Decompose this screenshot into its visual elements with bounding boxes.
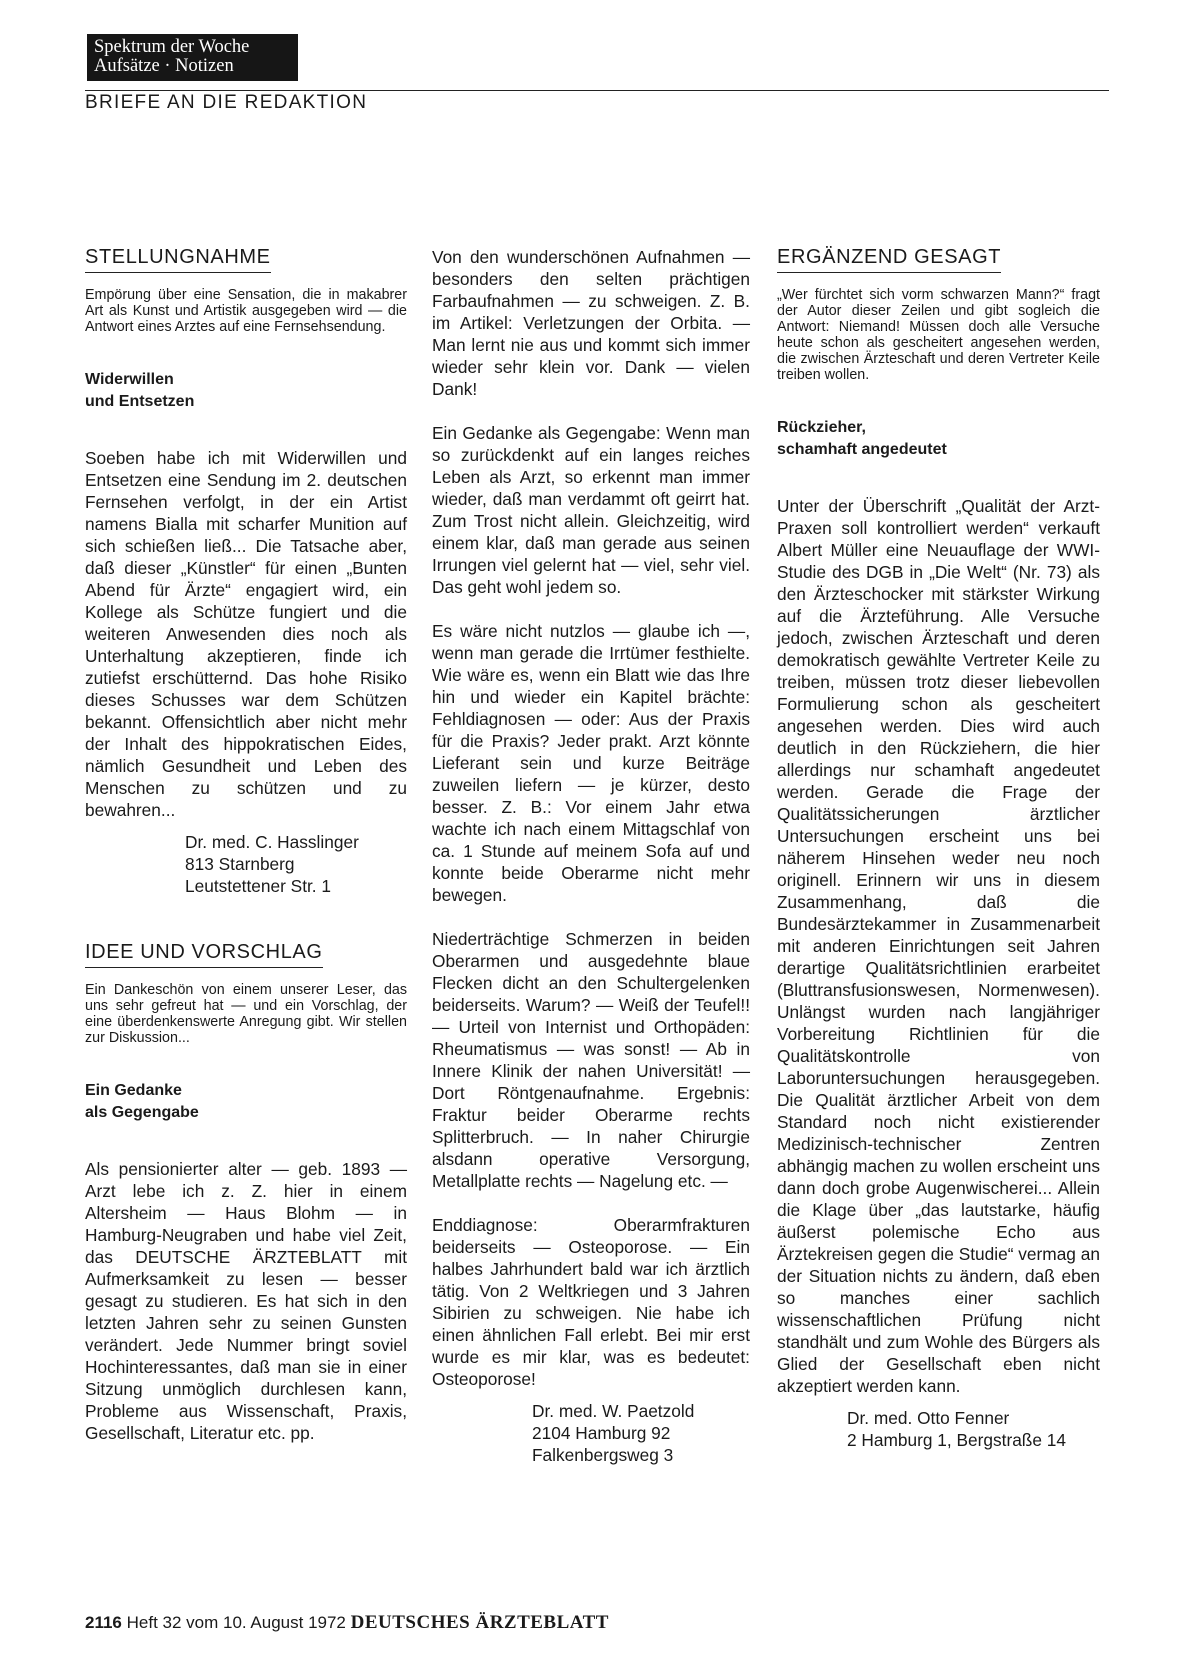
section-tag-line2: Aufsätze · Notizen xyxy=(94,56,234,76)
letter-body-hasslinger: Soeben habe ich mit Widerwillen und Entsetzen eine Sendung im 2. deutschen Fernsehen verfolgt, in der ein Artist namens Bialla mit scharfer Munition auf sich schießen ließ... Die Tatsache aber, daß dieser „Künstler“ für einen „Bunten Abend für Ärzte“ engagiert wird, ein Kollege als Schütze fungiert und die weiteren Anwesenden dies noch als Unterhaltung akzeptieren, finde ich zutiefst erschütternd. Das hohe Risiko dieses Schusses war dem Schützen bekannt. Offensichtlich aber nicht mehr der Inhalt des hippokratischen Eides, nämlich Gesundheit und Leben des Menschen zu schützen und zu bewahren... xyxy=(85,448,407,820)
paragraph: Enddiagnose: Oberarmfrakturen beiderseits — Osteoporose. — Ein halbes Jahrhundert bald war ich ärztlich tätig. Von 2 Weltkriegen und 3 Jahren Sibirien zu schweigen. Nie habe ich einen ähnlichen Fall erlebt. Bei mir erst wurde es mir klar, was es bedeutet: Osteoporose! xyxy=(432,1215,750,1389)
signature-name: Dr. med. C. Hasslinger xyxy=(185,832,359,852)
column-2 xyxy=(432,246,750,1466)
lead-ergaenzend: „Wer fürchtet sich vorm schwarzen Mann?“ fragt der Autor dieser Zeilen und gibt sogleich die Antwort: Niemand! Müssen doch alle Versuche heute schon als gescheitert angesehen werden, die zwischen Ärzteschaft und deren Vertreter Keile treiben wollen. xyxy=(777,287,1100,383)
column-3 xyxy=(777,246,1100,1451)
subtitle-line: als Gegengabe xyxy=(85,1104,199,1121)
subtitle-line: Rückzieher, xyxy=(777,419,866,436)
lead-stellungnahme: Empörung über eine Sensation, die in makabrer Art als Kunst und Artistik ausgegeben wird — die Antwort eines Arztes auf eine Fernsehsendung. xyxy=(85,287,407,335)
page-heading: BRIEFE AN DIE REDAKTION xyxy=(85,92,368,113)
section-title-ergaenzend: ERGÄNZEND GESAGT xyxy=(777,246,1001,273)
signature-name: Dr. med. W. Paetzold xyxy=(532,1401,695,1421)
subtitle-line: und Entsetzen xyxy=(85,393,195,410)
page-number: 2116 xyxy=(85,1613,122,1632)
signature-name: Dr. med. Otto Fenner xyxy=(847,1408,1010,1428)
signature-paetzold xyxy=(532,1400,750,1466)
journal-name: DEUTSCHES ÄRZTEBLATT xyxy=(350,1612,609,1633)
column-1 xyxy=(85,246,407,1444)
paragraph: Niederträchtige Schmerzen in beiden Oberarmen und ausgedehnte blaue Flecken dicht an den Schultergelenken beiderseits. Warum? — Weiß der Teufel!! — Urteil von Internist und Orthopäden: Rheumatismus — was sonst! — Ab in Innere Klinik der nahen Universität! — Dort Röntgenaufnahme. Ergebnis: Fraktur beider Oberarme rechts Splitterbruch. — In naher Chirurgie alsdann operative Versorgung, Metallplatte rechts — Nagelung etc. — xyxy=(432,929,750,1191)
subtitle-line: schamhaft angedeutet xyxy=(777,441,947,458)
section-title-idee: IDEE UND VORSCHLAG xyxy=(85,941,323,968)
subtitle-line: Ein Gedanke xyxy=(85,1082,182,1099)
top-rule xyxy=(85,90,1109,91)
signature-street: Falkenbergsweg 3 xyxy=(532,1445,674,1465)
signature-hasslinger xyxy=(185,831,407,897)
signature-city: 813 Starnberg xyxy=(185,854,295,874)
paragraph: Ein Gedanke als Gegengabe: Wenn man so zurückdenkt auf ein langes reiches Leben als Arzt, so erkennt man immer wieder, daß man verdammt oft geirrt hat. Zum Trost nicht allein. Gleichzeitig, wird einem klar, daß man gerade aus seinen Irrungen viel gelernt hat — viel, sehr viel. Das geht wohl jedem so. xyxy=(432,423,750,597)
section-title-stellungnahme: STELLUNGNAHME xyxy=(85,246,271,273)
subtitle-widerwillen xyxy=(85,369,407,413)
signature-address: 2 Hamburg 1, Bergstraße 14 xyxy=(847,1430,1067,1450)
letter-body-paetzold-start: Als pensionierter alter — geb. 1893 — Arzt lebe ich z. Z. hier in einem Altersheim — Haus Blohm — in Hamburg-Neugraben und habe viel Zeit, das DEUTSCHE ÄRZTEBLATT mit Aufmerksamkeit zu lesen — besser gesagt zu studieren. Es hat sich in den letzten Jahren sehr zu seinen Gunsten verändert. Jede Nummer bringt soviel Hochinteressantes, daß man sie in einer Sitzung unmöglich durchlesen kann, Probleme aus Wissenschaft, Praxis, Gesellschaft, Literatur etc. pp. xyxy=(85,1159,407,1443)
letter-body-fenner: Unter der Überschrift „Qualität der Arzt-Praxen soll kontrolliert werden“ verkauft Albert Müller eine Neuauflage der WWI-Studie des DGB in „Die Welt“ (Nr. 73) als den Ärzteschocker mit stärkster Wirkung auf die Ärzteführung. Alle Versuche jedoch, zwischen Ärzteschaft und deren demokratisch gewählte Vertreter Keile zu treiben, müssen trotz dieser liebevollen Formulierung schon als gescheitert angesehen werden. Dies wird auch deutlich in den Rückziehern, die hier allerdings nur schamhaft angedeutet werden. Gerade die Frage der Qualitätssicherungen ärztlicher Untersuchungen erscheint uns bei näherem Hinsehen weder neu noch originell. Erinnern wir uns in diesem Zusammenhang, daß die Bundesärztekammer in Zusammenarbeit mit anderen Einrichtungen seit Jahren derartige Qualitätsrichtlinien erarbeitet (Bluttransfusionswesen, Normenwesen). Unlängst wurden nach langjähriger Vorbereitung Richtlinien für die Qualitätskontrolle von Laboruntersuchungen herausgegeben. Die Qualität ärztlicher Arbeit von dem Standard noch nicht existierender Medizinisch-technischer Zentren abhängig machen zu wollen erscheint uns dann doch grobe Augenwischerei... Allein die Klage über „das lautstarke, häufig äußerst polemische Echo aus Ärztekreisen gegen die Studie“ vermag an der Situation nichts zu ändern, daß eben so manches einer sachlich wissenschaftlichen Prüfung nicht standhält und zum Wohle des Bürgers als Glied der Gesellschaft eben nicht akzeptiert werden kann. xyxy=(777,496,1100,1396)
page-footer xyxy=(85,1612,609,1634)
signature-fenner xyxy=(847,1407,1100,1451)
section-tag-line1: Spektrum der Woche xyxy=(94,37,250,57)
paragraph: Es wäre nicht nutzlos — glaube ich —, wenn man gerade die Irrtümer festhielte. Wie wäre es, wenn ein Blatt wie das Ihre hin und wieder ein Kapitel brächte: Fehldiagnosen — oder: Aus der Praxis für die Praxis? Jeder prakt. Arzt könnte Lieferant sein und kurze Beiträge zuweilen liefern — je kürzer, desto besser. Z. B.: Vor einem Jahr etwa wachte ich nach einem Mittagschlaf von ca. 1 Stunde auf meinem Sofa auf und konnte beide Oberarme nicht mehr bewegen. xyxy=(432,621,750,905)
subtitle-rueckzieher xyxy=(777,417,1100,461)
section-tag xyxy=(87,34,298,81)
signature-city: 2104 Hamburg 92 xyxy=(532,1423,671,1443)
lead-idee: Ein Dankeschön von einem unserer Leser, das uns sehr gefreut hat — und ein Vorschlag, der eine überdenkenswerte Anregung gibt. Wir stellen zur Diskussion... xyxy=(85,982,407,1046)
subtitle-line: Widerwillen xyxy=(85,371,174,388)
paragraph: Von den wunderschönen Aufnahmen — besonders den selten prächtigen Farbaufnahmen — zu schweigen. Z. B. im Artikel: Verletzungen der Orbita. — Man lernt nie aus und kommt sich immer wieder sehr klein vor. Dank — vielen Dank! xyxy=(432,247,750,399)
issue-info: Heft 32 vom 10. August 1972 xyxy=(126,1613,346,1632)
signature-street: Leutstettener Str. 1 xyxy=(185,876,332,896)
subtitle-gedanke xyxy=(85,1080,407,1124)
